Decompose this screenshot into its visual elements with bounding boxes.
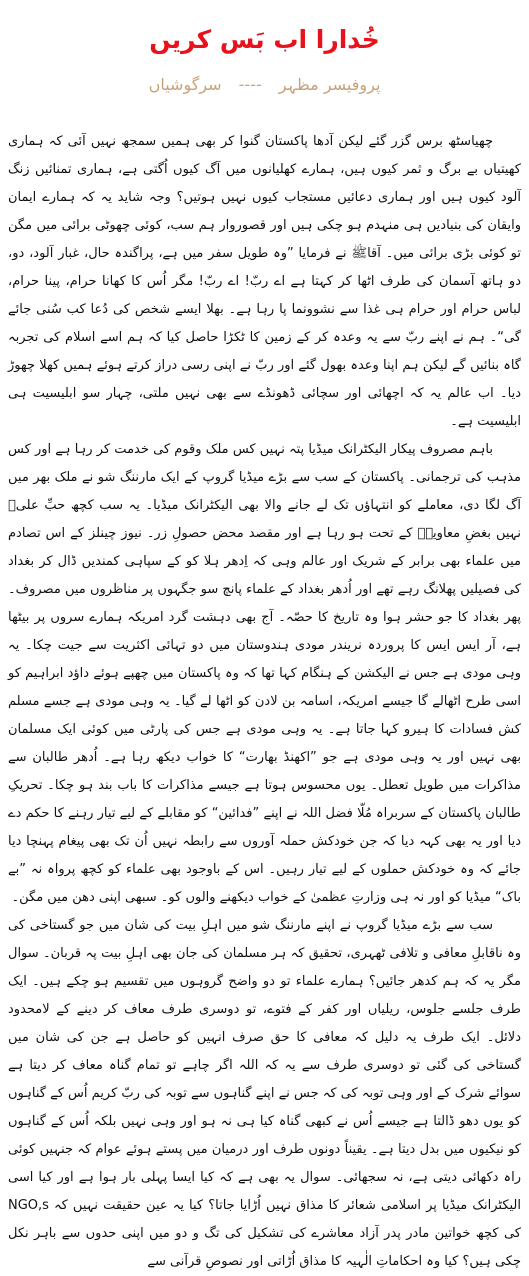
article-paragraph-2: باہم مصروف پیکار الیکٹرانک میڈیا پتہ نہیں کس ملک وقوم کی خدمت کر رہا ہے اور کس مذہب کی ترجمانی۔ پاکستان کے سب سے بڑے میڈیا گروپ کے ایک مارننگ شو نے ملک بھر میں آگ لگا دی، معاملے کو انتہاؤں تک لے جانے والا بھی الیکٹرانک میڈیا۔ یہ سب کچھ حبِّ علیؓ نہیں بغضِ معاویہؓ کے تحت ہو رہا ہے اور مقصد محض حصولِ زر۔ نیوز چینلز کے اس تصادم میں علماء بھی برابر کے شریک اور عالم وہی کہ اِدھر ہلا کو کے سپاہی کمندیں ڈال کر بغداد کی فصیلیں پھلانگ رہے تھے اور اُدھر بغداد کے علماء پانچ سو جگہوں پر مناظروں میں مصروف۔ پھر بغداد کا جو حشر ہوا وہ تاریخ کا حصّہ۔ آج بھی دہشت گرد امریکہ ہمارے سروں پر بیٹھا ہے، آر ایس ایس کا پروردہ نریندر مودی ہندوستان میں دو تہائی اکثریت سے جیت چکا۔ یہ وہی مودی ہے جس نے الیکشن کے ہنگام کہا تھا کہ وہ پاکستان میں چھپے ہوئے داؤد ابراہیم کو اسی طرح اٹھالے گا جیسے امریکہ، اسامہ بن لادن کو اٹھا لے گیا۔ یہ وہی مودی ہے جسے مسلم کش فسادات کا ہیرو کہا جاتا ہے۔ یہ وہی مودی ہے جس کی پارٹی میں کوئی ایک مسلمان بھی نہیں اور یہ وہی مودی ہے جو ”اکھنڈ بھارت“ کا خواب دیکھ رہا ہے۔ اُدھر طالبان سے مذاکرات میں طویل تعطل۔ یوں محسوس ہوتا ہے جیسے مذاکرات کا باب بند ہو چکا۔ تحریکِ طالبان پاکستان کے سربراہ مُلّا فضل اللہ نے اپنے ”فدائین“ کو مقابلے کے لیے تیار رہنے کا حکم دے دیا اور یہ بھی کہہ دیا کہ جن خودکش حملہ آوروں سے رابطہ نہیں اُن تک بھی پیغام پہنچا دیا جائے کہ وہ خودکش حملوں کے لیے تیار رہیں۔ اس کے باوجود بھی علماء کو کچھ پرواہ نہ ”بے باک“ میڈیا کو اور نہ ہی وزارتِ عظمیٰ کے خواب دیکھنے والوں کو۔ سبھی اپنی دھن میں مگن۔ (8, 442, 521, 905)
column-name: سرگوشیاں (148, 75, 222, 94)
article-body (8, 128, 521, 1276)
byline-separator: ---- (238, 75, 262, 94)
article-title: خُدارا اب بَس کریں (149, 25, 380, 54)
author-name: پروفیسر مظہر (278, 75, 381, 94)
byline (8, 72, 521, 118)
article-paragraph-3: سب سے بڑے میڈیا گروپ نے اپنے مارننگ شو میں اہلِ بیت کی شان میں جو گستاخی کی وہ ناقابلِ معافی و تلافی ٹھہری، تحقیق کہ ہر مسلمان کی جان بھی اہلِ بیت پہ قربان۔ سوال مگر یہ کہ ہم کدھر جائیں؟ ہمارے علماء تو دو واضح گروہوں میں تقسیم ہو چکے ہیں۔ ایک طرف جلسے جلوس، ریلیاں اور کفر کے فتوے، تو دوسری طرف معاف کر دینے کے لامحدود دلائل۔ ایک طرف یہ دلیل کہ معافی کا حق صرف انہیں کو حاصل ہے جن کی شان میں گستاخی کی گئی تو دوسری طرف سے یہ کہ اللہ اگر چاہے تو تمام گناہ معاف کر دیتا ہے سوائے شرک کے اور وہی توبہ کی کہ جس نے اپنے گناہوں سے توبہ کی ربّ کریم اُس کے گناہوں کو یوں دھو ڈالتا ہے جیسے اُس نے کبھی گناہ کیا ہی نہ ہو اور وہی نہیں بلکہ اُس کے گناہوں کو نیکیوں میں بدل دیتا ہے۔ یقیناً دونوں طرف اور درمیان میں پستے ہوئے عوام کہ جنہیں کوئی راہ دکھائی دیتی ہے، نہ سجھائی۔ سوال یہ بھی ہے کہ کیا ایسا پہلی بار ہوا ہے اور کیا اسی الیکٹرانک میڈیا پر اسلامی شعائر کا مذاق نہیں اُڑایا جاتا؟ کیا یہ عین حقیقت نہیں کہ NGO,s کی کچھ خواتین مادر پدر آزاد معاشرے کی تشکیل کی تگ و دو میں اپنی حدوں سے باہر نکل چکی ہیں؟ کیا وہ احکاماتِ الٰہیہ کا مذاق اُڑاتی اور نصوصِ قرآنی سے (8, 918, 521, 1269)
article-paragraph-1: چھیاسٹھ برس گزر گئے لیکن آدھا پاکستان گنوا کر بھی ہمیں سمجھ نہیں آئی کہ ہماری کھیتیاں بے برگ و ثمر کیوں ہیں، ہمارے کھلیانوں میں آگ کیوں اُگتی ہے، ہماری تمنائیں زنگ آلود کیوں ہیں اور ہماری دعائیں مستجاب کیوں نہیں ہوتیں؟ وجہ شاید یہ کہ ہمارے ایمان وایقان کی بنیادیں ہی منہدم ہو چکی ہیں اور قصوروار ہم سب، کوئی چھوٹی برائی میں مگن تو کوئی بڑی برائی میں۔ آقاﷺ نے فرمایا ”وہ طویل سفر میں ہے، پراگندہ حال، غبار آلود، دو، دو ہاتھ آسمان کی طرف اٹھا کر کہتا ہے اے ربّ! اے ربّ! مگر اُس کا کھانا حرام، پینا حرام، لباس حرام اور حرام ہی غذا سے نشوونما پا رہا ہے۔ بھلا ایسے شخص کی دُعا کب سُنی جائے گی“۔ ہم نے اپنے ربّ سے یہ وعدہ کر کے زمین کا ٹکڑا حاصل کیا کہ ہم اسے اسلام کی تجربہ گاہ بنائیں گے لیکن ہم اپنا وعدہ بھول گئے اور ربّ نے اپنی رسی دراز کرتے ہوئے ہمیں کھلا چھوڑ دیا۔ اب عالم یہ کہ اچھائی اور سچائی ڈھونڈے سے بھی نہیں ملتی، چہار سو ابلیسیت ہی ابلیسیت ہے۔ (8, 134, 521, 429)
